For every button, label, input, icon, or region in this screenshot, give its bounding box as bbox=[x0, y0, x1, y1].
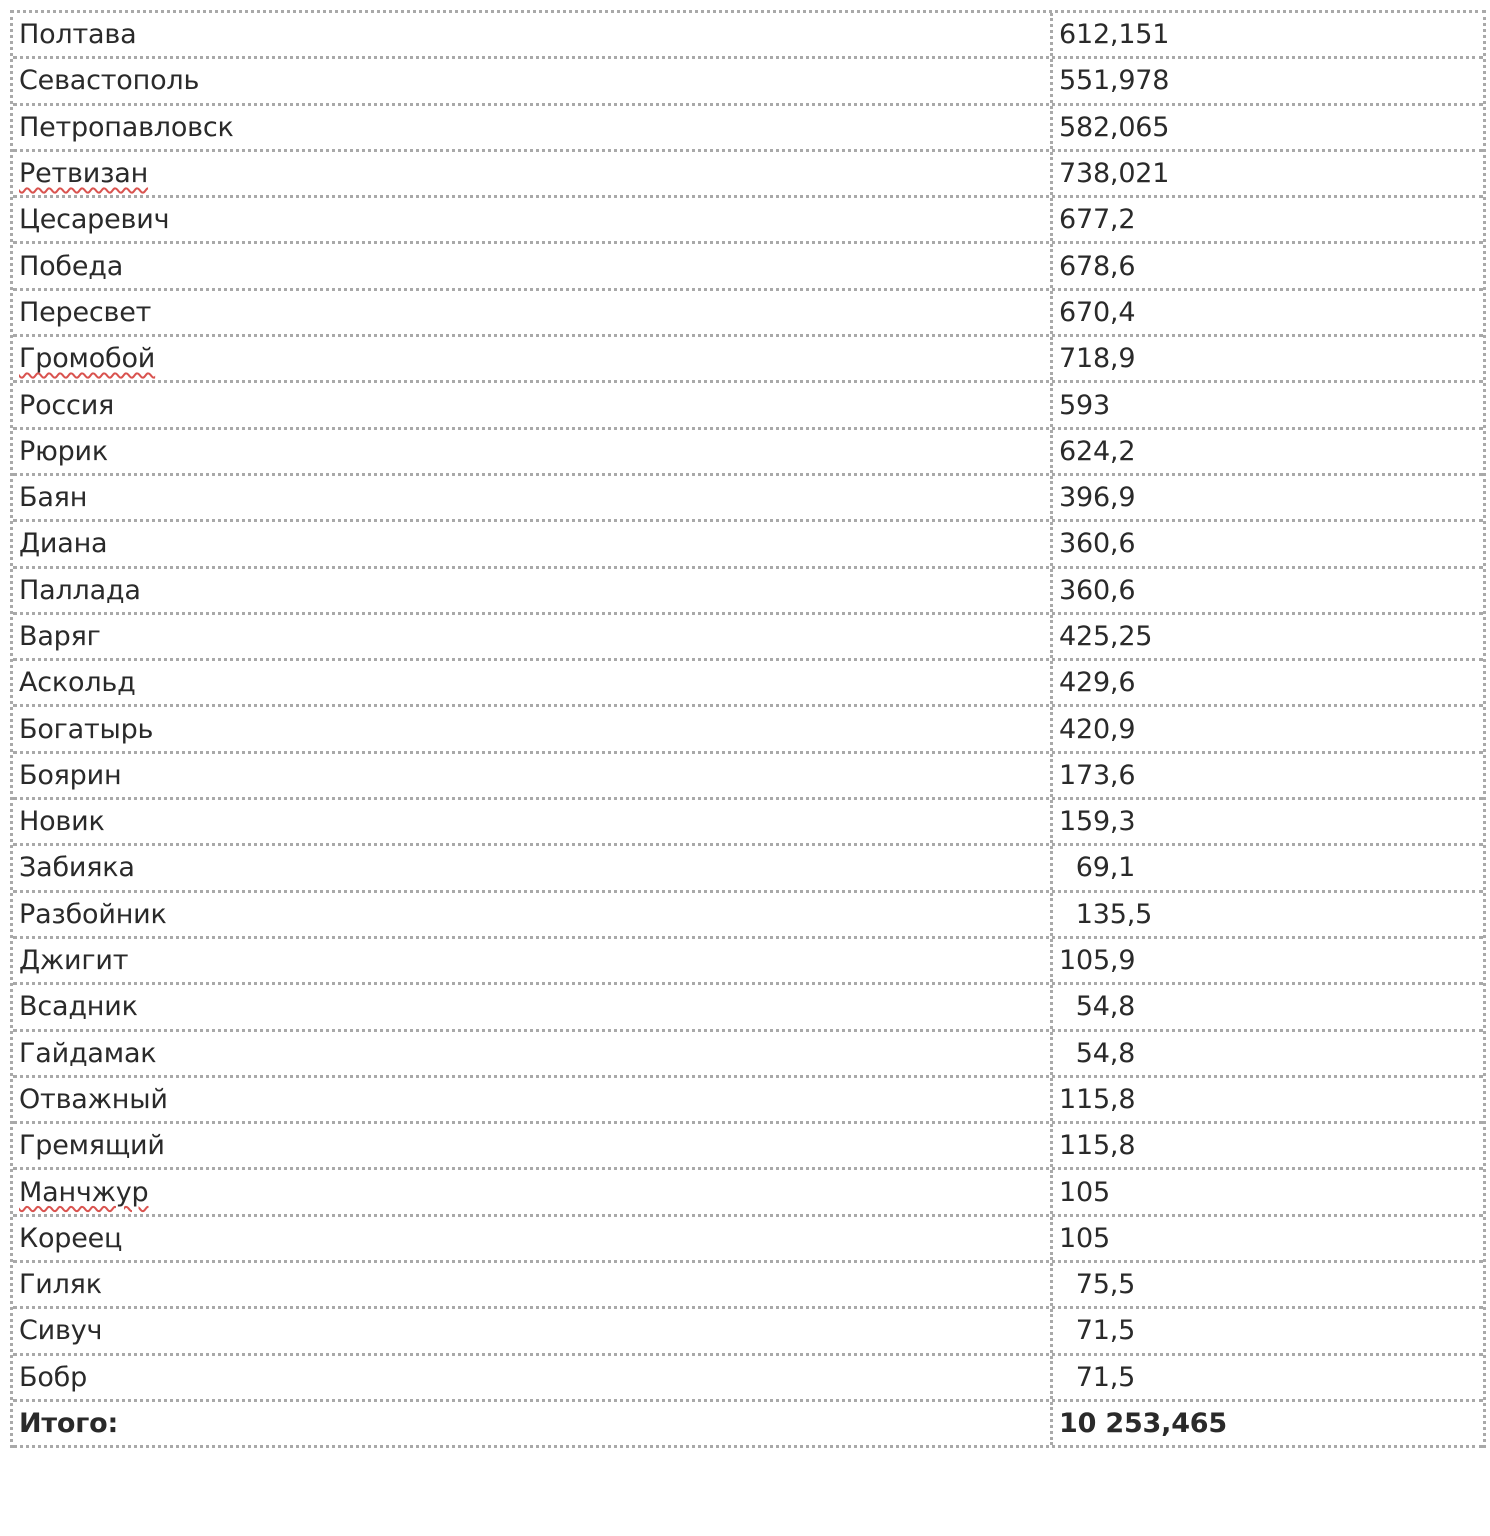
ship-name-cell[interactable] bbox=[13, 707, 1053, 750]
ship-name-cell[interactable] bbox=[13, 383, 1053, 426]
ship-value-cell[interactable]: 360,6 bbox=[1059, 574, 1136, 606]
table-row bbox=[13, 846, 1483, 892]
ship-name-cell[interactable] bbox=[13, 152, 1053, 195]
ship-value-cell[interactable]: 71,5 bbox=[1059, 1315, 1136, 1347]
ship-name: Диана bbox=[19, 528, 108, 560]
ship-name: Гиляк bbox=[19, 1269, 102, 1301]
table-row bbox=[13, 430, 1483, 476]
ship-name-cell[interactable] bbox=[13, 337, 1053, 380]
ship-value-cell[interactable]: 75,5 bbox=[1059, 1269, 1136, 1301]
ship-value-cell[interactable]: 173,6 bbox=[1059, 759, 1136, 791]
ship-value-cell[interactable]: 718,9 bbox=[1059, 343, 1136, 375]
table-row bbox=[13, 1032, 1483, 1078]
ship-name-cell[interactable] bbox=[13, 754, 1053, 797]
table-row bbox=[13, 1263, 1483, 1309]
ship-value-cell[interactable]: 69,1 bbox=[1059, 852, 1136, 884]
table-row bbox=[13, 383, 1483, 429]
ship-value-cell[interactable]: 115,8 bbox=[1059, 1083, 1136, 1115]
ship-name: Джигит bbox=[19, 945, 129, 977]
ship-name-cell[interactable] bbox=[13, 1263, 1053, 1306]
table-body bbox=[13, 13, 1483, 1402]
table-row bbox=[13, 152, 1483, 198]
ship-name-cell[interactable] bbox=[13, 1078, 1053, 1121]
ship-value-cell[interactable]: 612,151 bbox=[1059, 19, 1170, 51]
ship-name-cell[interactable] bbox=[13, 244, 1053, 287]
ship-name: Громобой bbox=[19, 343, 156, 375]
ship-name-cell[interactable] bbox=[13, 985, 1053, 1028]
table-row bbox=[13, 1124, 1483, 1170]
ship-name: Петропавловск bbox=[19, 111, 234, 143]
ship-value-cell[interactable]: 54,8 bbox=[1059, 991, 1136, 1023]
ship-value-cell[interactable]: 105,9 bbox=[1059, 945, 1136, 977]
ship-name: Бобр bbox=[19, 1361, 88, 1393]
ship-value-cell[interactable]: 670,4 bbox=[1059, 296, 1136, 328]
table-row bbox=[13, 754, 1483, 800]
ship-value-cell[interactable]: 593 bbox=[1059, 389, 1110, 421]
ship-name-cell[interactable] bbox=[13, 615, 1053, 658]
ship-value-cell[interactable]: 159,3 bbox=[1059, 806, 1136, 838]
ship-name-cell[interactable] bbox=[13, 661, 1053, 704]
ship-name-cell[interactable] bbox=[13, 800, 1053, 843]
ship-value-cell[interactable]: 425,25 bbox=[1059, 621, 1153, 652]
table-row bbox=[13, 939, 1483, 985]
table-row bbox=[13, 59, 1483, 105]
table-row bbox=[13, 198, 1483, 244]
ship-name-cell[interactable] bbox=[13, 106, 1053, 149]
ship-name: Отважный bbox=[19, 1083, 168, 1115]
ship-name-cell[interactable] bbox=[13, 198, 1053, 241]
ship-name: Цесаревич bbox=[19, 204, 170, 236]
ship-name: Варяг bbox=[19, 621, 101, 652]
table-row bbox=[13, 661, 1483, 707]
ship-name: Паллада bbox=[19, 574, 141, 606]
ship-name-cell[interactable] bbox=[13, 569, 1053, 612]
ship-table bbox=[10, 10, 1486, 1448]
ship-name-cell[interactable] bbox=[13, 893, 1053, 936]
ship-name: Рюрик bbox=[19, 435, 109, 467]
ship-value-cell[interactable]: 135,5 bbox=[1059, 898, 1153, 930]
ship-name: Пересвет bbox=[19, 296, 152, 328]
table-row bbox=[13, 893, 1483, 939]
ship-value-cell[interactable]: 678,6 bbox=[1059, 250, 1136, 282]
ship-value-cell[interactable]: 54,8 bbox=[1059, 1037, 1136, 1069]
table-row bbox=[13, 615, 1483, 661]
ship-name: Кореец bbox=[19, 1222, 123, 1254]
ship-name-cell[interactable] bbox=[13, 939, 1053, 982]
ship-name-cell[interactable] bbox=[13, 522, 1053, 565]
ship-name-cell[interactable] bbox=[13, 291, 1053, 334]
total-row bbox=[13, 1402, 1483, 1448]
ship-value-cell[interactable]: 360,6 bbox=[1059, 528, 1136, 560]
ship-name: Севастополь bbox=[19, 65, 200, 97]
ship-value-cell[interactable]: 582,065 bbox=[1059, 111, 1170, 143]
ship-value-cell[interactable]: 551,978 bbox=[1059, 65, 1170, 97]
table-row bbox=[13, 800, 1483, 846]
ship-value-cell[interactable]: 738,021 bbox=[1059, 158, 1170, 190]
ship-name: Баян bbox=[19, 482, 88, 514]
table-row bbox=[13, 291, 1483, 337]
ship-name-cell[interactable] bbox=[13, 13, 1053, 56]
ship-name-cell[interactable] bbox=[13, 1309, 1053, 1352]
ship-name-cell[interactable] bbox=[13, 59, 1053, 102]
table-row bbox=[13, 244, 1483, 290]
ship-name: Богатырь bbox=[19, 713, 154, 745]
table-row bbox=[13, 13, 1483, 59]
ship-name-cell[interactable] bbox=[13, 1217, 1053, 1260]
table-row bbox=[13, 337, 1483, 383]
ship-value-cell[interactable]: 429,6 bbox=[1059, 667, 1136, 699]
table-row bbox=[13, 522, 1483, 568]
ship-name-cell[interactable] bbox=[13, 1170, 1053, 1213]
ship-value-cell[interactable]: 624,2 bbox=[1059, 435, 1136, 467]
ship-name: Полтава bbox=[19, 19, 137, 51]
ship-value-cell[interactable]: 105 bbox=[1059, 1222, 1110, 1254]
ship-name: Аскольд bbox=[19, 667, 136, 699]
table-row bbox=[13, 1217, 1483, 1263]
table-row bbox=[13, 476, 1483, 522]
table-row bbox=[13, 985, 1483, 1031]
table-row bbox=[13, 1309, 1483, 1355]
ship-name: Манчжур bbox=[19, 1176, 149, 1208]
ship-value-cell[interactable]: 115,8 bbox=[1059, 1130, 1136, 1162]
ship-name: Разбойник bbox=[19, 898, 167, 930]
table-row bbox=[13, 707, 1483, 753]
ship-name: Всадник bbox=[19, 991, 138, 1023]
ship-value-cell[interactable]: 396,9 bbox=[1059, 482, 1136, 514]
table-row bbox=[13, 1078, 1483, 1124]
table-row bbox=[13, 1170, 1483, 1216]
total-value[interactable]: 10 253,465 bbox=[1059, 1408, 1227, 1440]
ship-value-cell[interactable]: 71,5 bbox=[1059, 1361, 1136, 1393]
ship-name-cell[interactable] bbox=[13, 1124, 1053, 1167]
table-row bbox=[13, 569, 1483, 615]
ship-value-cell[interactable]: 420,9 bbox=[1059, 713, 1136, 745]
total-label[interactable]: Итого: bbox=[13, 1402, 1053, 1445]
ship-value-cell[interactable]: 677,2 bbox=[1059, 204, 1136, 236]
ship-name-cell[interactable] bbox=[13, 846, 1053, 889]
ship-name-cell[interactable] bbox=[13, 430, 1053, 473]
ship-name: Сивуч bbox=[19, 1315, 103, 1347]
ship-name: Россия bbox=[19, 389, 115, 421]
ship-name: Новик bbox=[19, 806, 105, 838]
ship-name: Гремящий bbox=[19, 1130, 165, 1162]
ship-value-cell[interactable]: 105 bbox=[1059, 1176, 1110, 1208]
table-row bbox=[13, 106, 1483, 152]
ship-name-cell[interactable] bbox=[13, 1356, 1053, 1399]
ship-name-cell[interactable] bbox=[13, 1032, 1053, 1075]
ship-name: Боярин bbox=[19, 759, 122, 791]
ship-name: Ретвизан bbox=[19, 158, 149, 190]
ship-name: Гайдамак bbox=[19, 1037, 157, 1069]
table-row bbox=[13, 1356, 1483, 1402]
ship-name: Забияка bbox=[19, 852, 135, 884]
ship-name-cell[interactable] bbox=[13, 476, 1053, 519]
ship-name: Победа bbox=[19, 250, 124, 282]
